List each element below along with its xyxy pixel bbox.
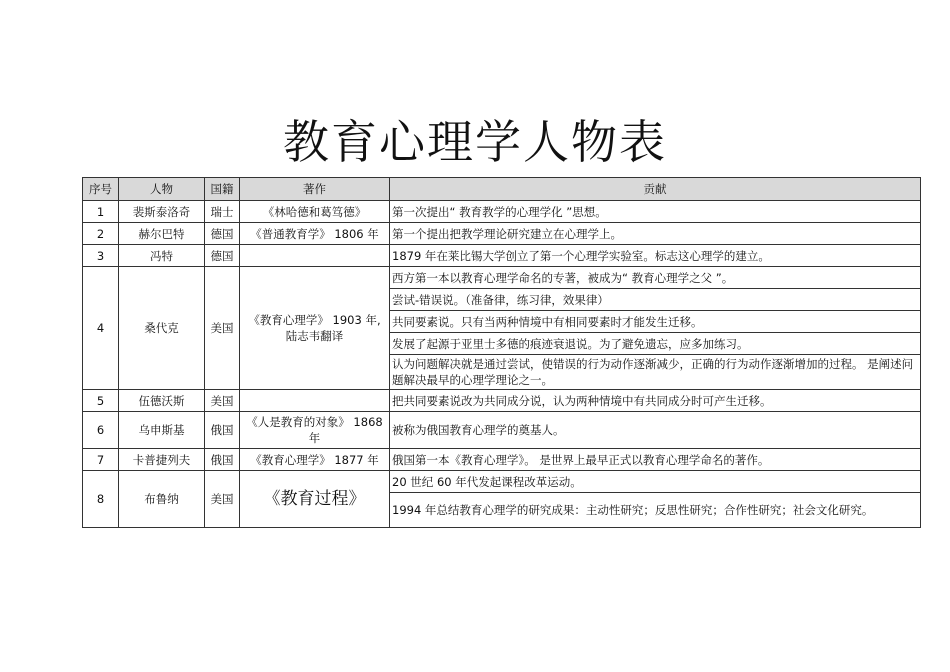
table-row	[83, 390, 921, 412]
table-header-row	[83, 178, 921, 201]
table-row	[83, 201, 921, 223]
cell-works: 《普通教育学》 1806 年	[240, 223, 390, 245]
cell-works: 《教育心理学》 1877 年	[240, 449, 390, 471]
cell-person: 冯特	[119, 245, 205, 267]
cell-contribution: 1879 年在莱比锡大学创立了第一个心理学实验室。标志这心理学的建立。	[390, 245, 921, 267]
header-works: 著作	[240, 178, 390, 201]
header-person: 人物	[119, 178, 205, 201]
cell-person: 布鲁纳	[119, 471, 205, 528]
header-no: 序号	[83, 178, 119, 201]
table-row	[83, 267, 921, 289]
cell-person: 乌申斯基	[119, 412, 205, 449]
cell-no: 4	[83, 267, 119, 390]
page-title: 教育心理学人物表	[283, 115, 667, 169]
header-nation: 国籍	[205, 178, 240, 201]
cell-contribution: 第一个提出把教学理论研究建立在心理学上。	[390, 223, 921, 245]
cell-contribution: 把共同要素说改为共同成分说，认为两种情境中有共同成分时可产生迁移。	[390, 390, 921, 412]
cell-contribution: 20 世纪 60 年代发起课程改革运动。	[390, 471, 921, 493]
cell-person: 裴斯泰洛奇	[119, 201, 205, 223]
cell-works	[240, 390, 390, 412]
cell-contribution: 尝试-错误说。（准备律，练习律，效果律）	[390, 289, 921, 311]
cell-person: 伍德沃斯	[119, 390, 205, 412]
cell-contribution: 被称为俄国教育心理学的奠基人。	[390, 412, 921, 449]
cell-no: 6	[83, 412, 119, 449]
cell-works: 《教育心理学》 1903 年, 陆志韦翻译	[240, 267, 390, 390]
cell-no: 2	[83, 223, 119, 245]
cell-person: 赫尔巴特	[119, 223, 205, 245]
cell-works: 《林哈德和葛笃德》	[240, 201, 390, 223]
table-row	[83, 449, 921, 471]
cell-no: 3	[83, 245, 119, 267]
cell-contribution: 认为问题解决就是通过尝试，使错误的行为动作逐渐减少，正确的行为动作逐渐增加的过程。 是阐述问题解决最早的心理学理论之一。	[390, 355, 921, 390]
cell-contribution: 发展了起源于亚里士多德的痕迹衰退说。为了避免遗忘，应多加练习。	[390, 333, 921, 355]
cell-works	[240, 245, 390, 267]
cell-contribution: 第一次提出“ 教育教学的心理学化 ”思想。	[390, 201, 921, 223]
cell-nation: 俄国	[205, 412, 240, 449]
cell-nation: 瑞士	[205, 201, 240, 223]
cell-nation: 美国	[205, 267, 240, 390]
cell-person: 卡普捷列夫	[119, 449, 205, 471]
cell-works: 《人是教育的对象》 1868 年	[240, 412, 390, 449]
people-table	[82, 177, 921, 528]
table-row	[83, 412, 921, 449]
header-contribution: 贡献	[390, 178, 921, 201]
cell-no: 7	[83, 449, 119, 471]
cell-nation: 俄国	[205, 449, 240, 471]
cell-nation: 德国	[205, 223, 240, 245]
cell-nation: 美国	[205, 390, 240, 412]
table-row	[83, 471, 921, 493]
cell-works: 《教育过程》	[240, 471, 390, 528]
cell-contribution: 1994 年总结教育心理学的研究成果：主动性研究；反思性研究；合作性研究；社会文化研究。	[390, 493, 921, 528]
cell-contribution: 俄国第一本《教育心理学》。 是世界上最早正式以教育心理学命名的著作。	[390, 449, 921, 471]
cell-no: 5	[83, 390, 119, 412]
cell-nation: 美国	[205, 471, 240, 528]
cell-no: 8	[83, 471, 119, 528]
cell-person: 桑代克	[119, 267, 205, 390]
table-row	[83, 245, 921, 267]
table-row	[83, 223, 921, 245]
cell-nation: 德国	[205, 245, 240, 267]
cell-contribution: 西方第一本以教育心理学命名的专著，被成为“ 教育心理学之父 ”。	[390, 267, 921, 289]
cell-no: 1	[83, 201, 119, 223]
cell-contribution: 共同要素说。只有当两种情境中有相同要素时才能发生迁移。	[390, 311, 921, 333]
